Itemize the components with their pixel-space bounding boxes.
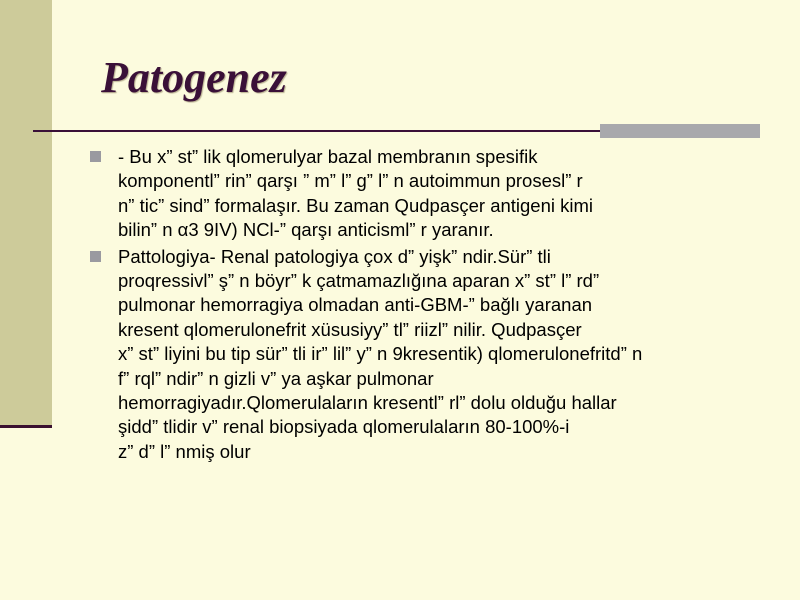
list-item: [88, 145, 768, 243]
bullet-text: Pattologiya- Renal patologiya çox d” yişk” ndir.Sür” tli proqressivl” ş” n böyr” k çatmamazlığına aparan x” st” l” rd” pulmonar hemorragiya olmadan anti-GBM-” bağlı yaranan kresent qlomerulonefrit xüsusiyy” tl” riizl” nilir. Qudpasçer x” st” liyini bu tip sür” tli ir” lil” y” n 9kresentik) qlomerulonefritd” n f” rql” ndir” n gizli v” ya aşkar pulmonar hemorragiyadır.Qlomerulaların kresentl” rl” dolu olduğu hallar şidd” tlidir v” renal biopsiyada qlomerulaların 80-100%-i z” d” l” nmiş olur: [118, 245, 643, 462]
slide-title: Patogenez: [101, 53, 287, 102]
bullet-list: [88, 145, 768, 466]
left-bar-underline: [0, 425, 52, 428]
square-bullet-icon: [90, 151, 101, 162]
square-bullet-icon: [90, 251, 101, 262]
divider-accent-bar: [600, 124, 760, 138]
bullet-text: - Bu x” st” lik qlomerulyar bazal membranın spesifik komponentl” rin” qarşı ” m” l” g” l” n autoimmun prosesl” r n” tic” sind” formalaşır. Bu zaman Qudpasçer antigeni kimi bilin” n α3 9IV) NCl-” qarşı anticisml” r yaranır.: [118, 146, 594, 241]
list-item: [88, 245, 768, 465]
left-decorative-bar: [0, 0, 52, 427]
